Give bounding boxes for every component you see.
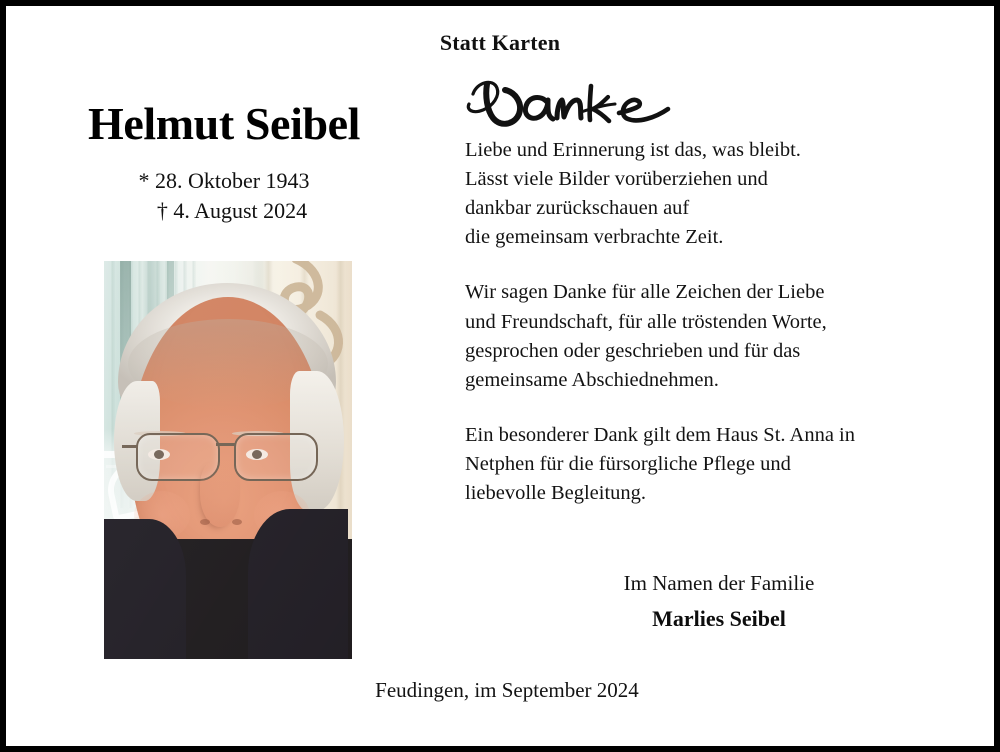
paragraph-3-line: Ein besonderer Dank gilt dem Haus St. Anna in	[465, 423, 856, 446]
place-and-date-label: Feudingen, im September 2024	[375, 678, 639, 702]
statt-karten-label: Statt Karten	[439, 30, 561, 55]
paragraph-2-line: Wir sagen Danke für alle Zeichen der Liebe	[465, 281, 825, 304]
paragraph-2	[465, 278, 979, 394]
paragraph-1	[465, 136, 979, 252]
paragraph-3-line: liebevolle Begleitung.	[465, 482, 647, 505]
portrait-photo	[104, 261, 352, 659]
life-dates	[6, 166, 442, 225]
jacket-lapel-left	[104, 519, 186, 659]
closing-block	[459, 571, 979, 632]
nostril-left	[200, 519, 210, 525]
page-heading	[6, 30, 994, 56]
glasses-temple	[122, 445, 138, 448]
danke-handwriting	[463, 76, 979, 128]
nostril-right	[232, 519, 242, 525]
paragraph-2-line: und Freundschaft, für alle tröstenden Worte,	[465, 310, 827, 333]
nose	[200, 461, 240, 527]
death-date: † 4. August 2024	[156, 197, 308, 223]
family-line: Im Namen der Familie	[623, 571, 815, 595]
portrait-photo-image	[104, 261, 352, 659]
place-and-date	[6, 678, 994, 703]
glasses-bridge	[216, 443, 236, 446]
lens-right	[234, 433, 318, 481]
danke-script-icon	[463, 76, 678, 128]
paragraph-1-line: Lässt viele Bilder vorüberziehen und	[465, 168, 768, 191]
birth-date: * 28. Oktober 1943	[138, 168, 310, 194]
jacket-lapel-right	[248, 509, 348, 659]
deceased-name: Helmut Seibel	[87, 98, 361, 149]
paragraph-1-line: die gemeinsam verbrachte Zeit.	[465, 226, 724, 249]
message-block	[459, 76, 979, 508]
deceased-block	[6, 100, 442, 226]
paragraph-3	[465, 421, 979, 508]
paragraph-1-line: dankbar zurückschauen auf	[465, 197, 690, 220]
paragraph-3-line: Netphen für die fürsorgliche Pflege und	[465, 452, 791, 475]
paragraph-2-line: gesprochen oder geschrieben und für das	[465, 339, 801, 362]
paragraph-2-line: gemeinsame Abschiednehmen.	[465, 368, 719, 391]
signature-name: Marlies Seibel	[652, 606, 786, 631]
paragraph-1-line: Liebe und Erinnerung ist das, was bleibt.	[465, 139, 801, 161]
